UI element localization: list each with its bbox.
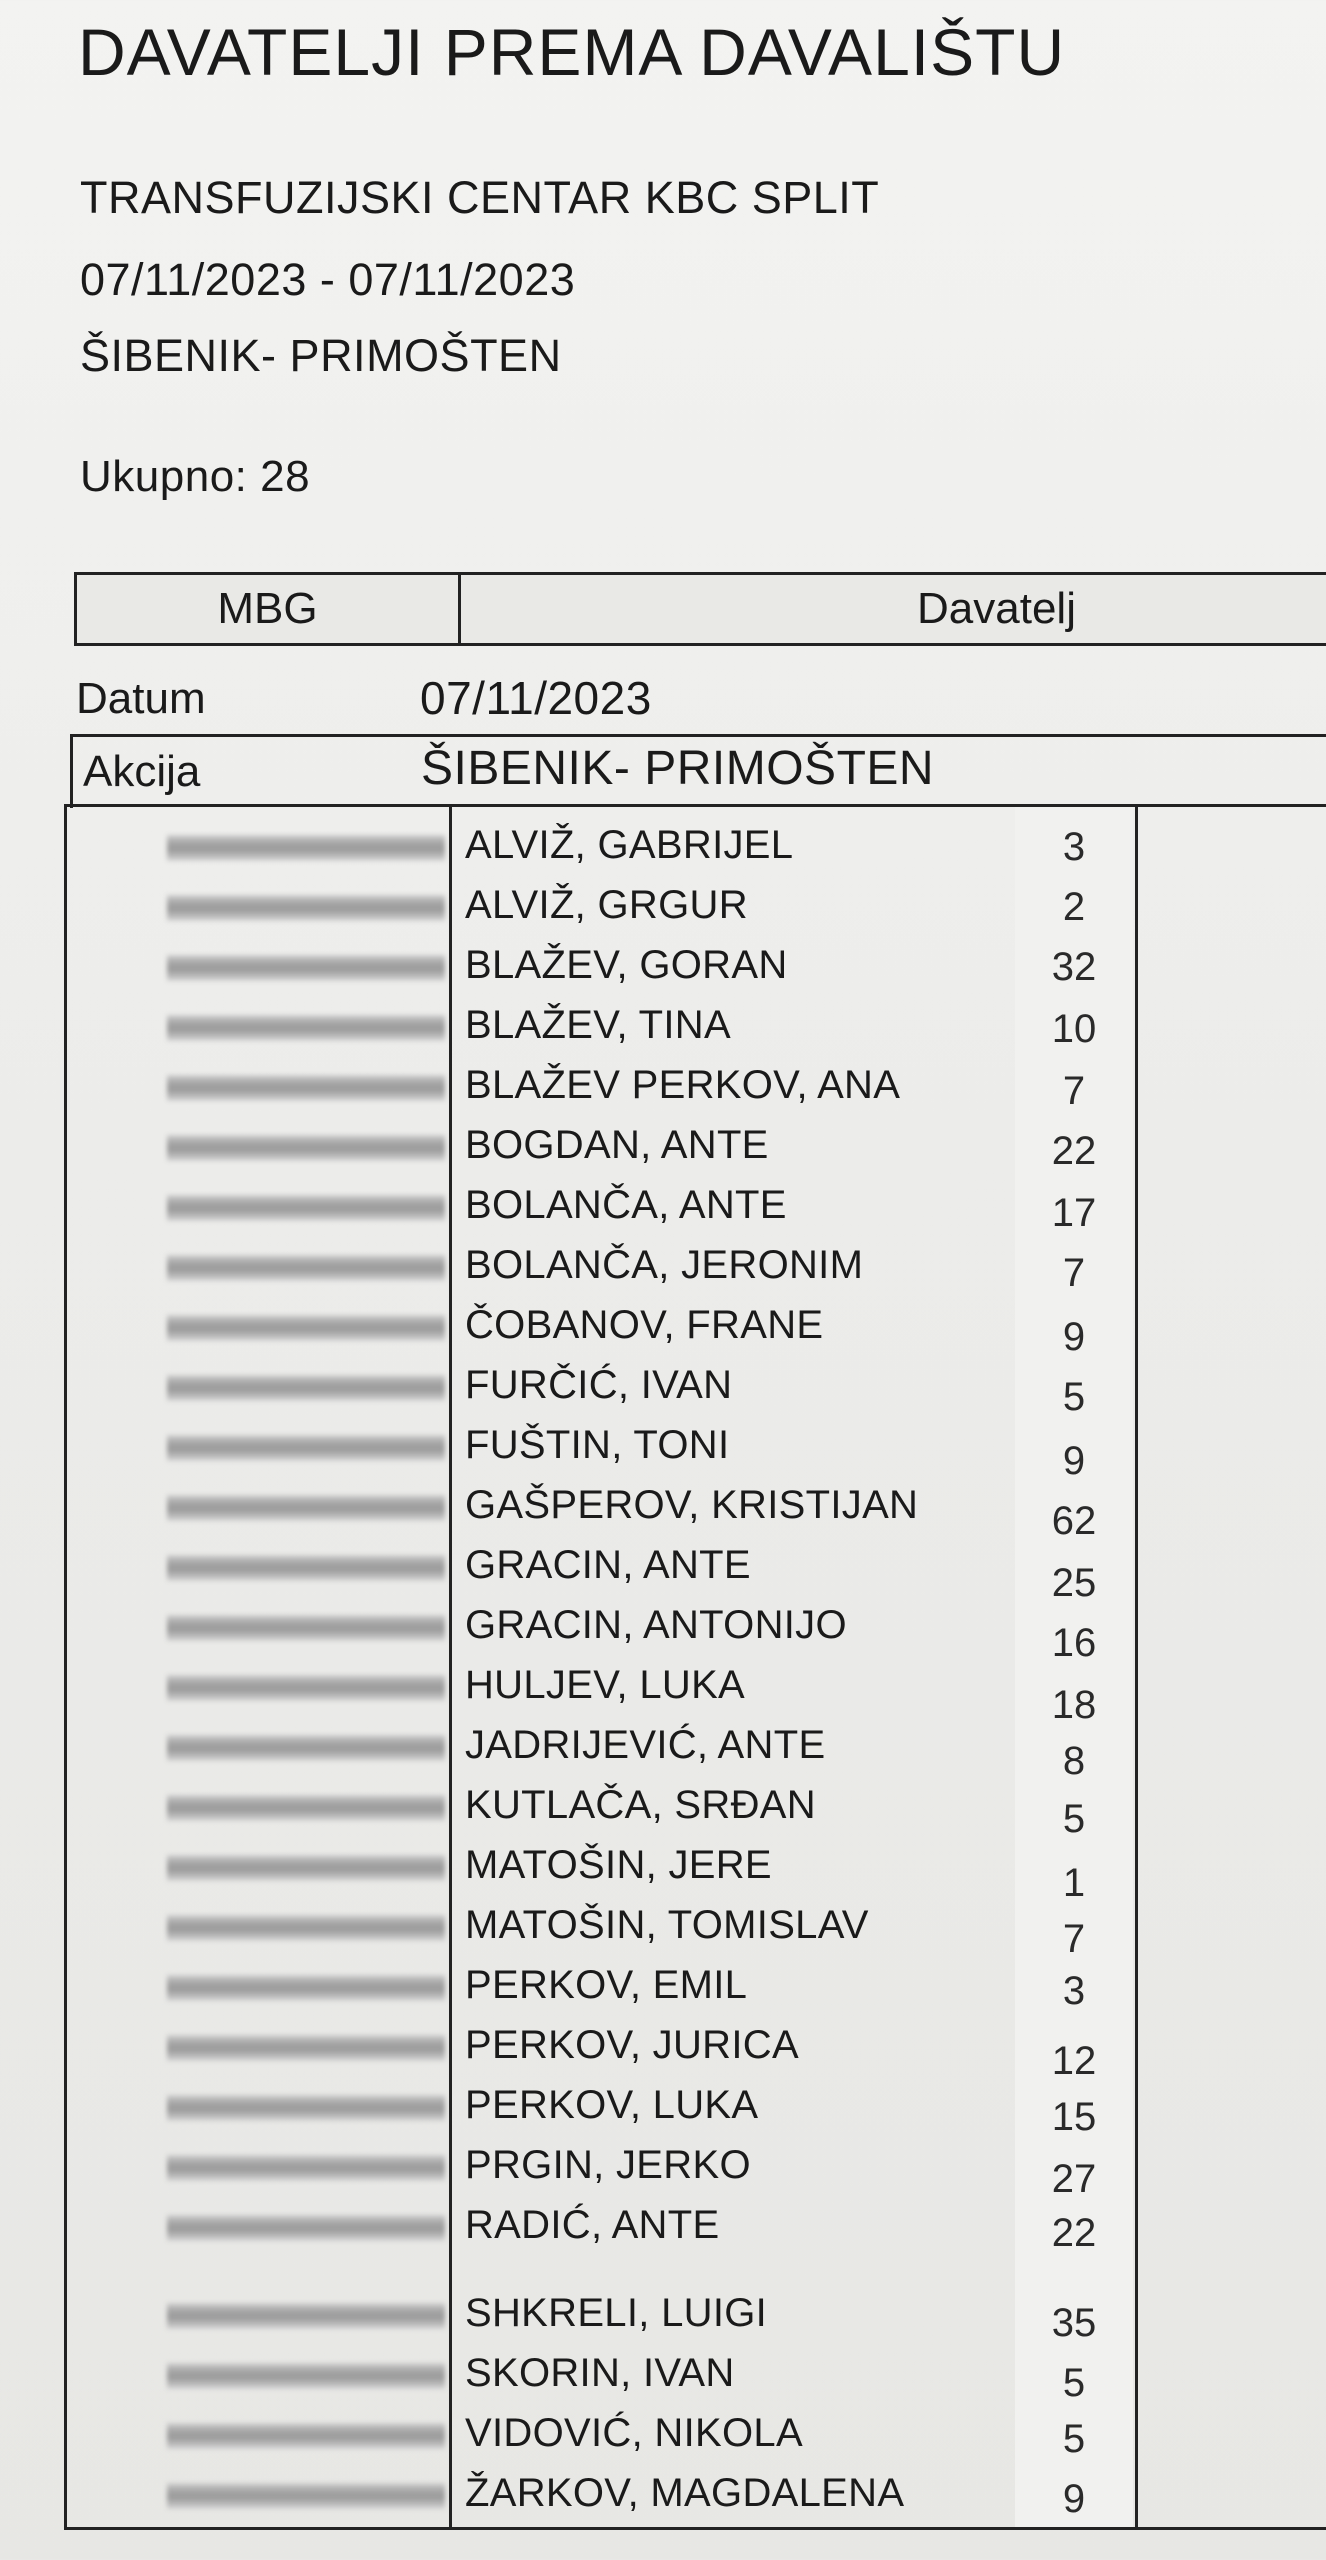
donation-count: 8 xyxy=(1062,1739,1086,1783)
donation-count: 7 xyxy=(1062,1251,1086,1295)
donation-count: 32 xyxy=(1051,945,1097,989)
donation-count: 12 xyxy=(1051,2039,1097,2083)
table-row xyxy=(67,1417,1127,1483)
redacted-mbg xyxy=(167,1975,445,2001)
table-row xyxy=(67,2405,1127,2465)
donor-name: ČOBANOV, FRANE xyxy=(465,1303,824,1347)
donor-name: MATOŠIN, JERE xyxy=(465,1843,772,1887)
redacted-mbg xyxy=(167,2035,445,2061)
table-row xyxy=(67,1297,1127,1357)
donation-count: 1 xyxy=(1062,1861,1086,1905)
table-row xyxy=(67,1897,1127,1961)
redacted-mbg xyxy=(167,1795,445,1821)
donor-name: BLAŽEV, GORAN xyxy=(465,943,788,987)
redacted-mbg xyxy=(167,2095,445,2121)
donation-count: 22 xyxy=(1051,2211,1097,2255)
donor-name: HULJEV, LUKA xyxy=(465,1663,746,1707)
donor-name: ŽARKOV, MAGDALENA xyxy=(465,2471,905,2515)
redacted-mbg xyxy=(167,955,445,981)
redacted-mbg xyxy=(167,1075,445,1101)
donation-count: 9 xyxy=(1062,1315,1086,1359)
table-row xyxy=(67,1777,1127,1841)
redacted-mbg xyxy=(167,2155,445,2181)
donation-count: 9 xyxy=(1062,2477,1086,2521)
donor-name: PERKOV, LUKA xyxy=(465,2083,759,2127)
donation-count: 10 xyxy=(1051,1007,1097,1051)
donation-count: 7 xyxy=(1062,1069,1086,1113)
table-row xyxy=(67,1117,1127,1177)
donor-name: BLAŽEV, TINA xyxy=(465,1003,731,1047)
donation-count: 18 xyxy=(1051,1683,1097,1727)
akcija-row xyxy=(70,734,1326,808)
institution-name: TRANSFUZIJSKI CENTAR KBC SPLIT xyxy=(80,172,880,223)
donation-count: 15 xyxy=(1051,2095,1097,2139)
donor-name: KUTLAČA, SRĐAN xyxy=(465,1783,816,1827)
redacted-mbg xyxy=(167,1675,445,1701)
redacted-mbg xyxy=(167,1135,445,1161)
donation-count: 35 xyxy=(1051,2301,1097,2345)
table-row xyxy=(67,1057,1127,1117)
redacted-mbg xyxy=(167,835,445,861)
redacted-mbg xyxy=(167,1855,445,1881)
donation-count: 27 xyxy=(1051,2157,1097,2201)
document-title: DAVATELJI PREMA DAVALIŠTU xyxy=(78,15,1066,89)
donor-name: BLAŽEV PERKOV, ANA xyxy=(465,1063,901,1107)
redacted-mbg xyxy=(167,2483,445,2509)
redacted-mbg xyxy=(167,895,445,921)
donor-name: PERKOV, EMIL xyxy=(465,1963,748,2007)
datum-value: 07/11/2023 xyxy=(420,672,652,724)
redacted-mbg xyxy=(167,1615,445,1641)
table-row xyxy=(67,1537,1127,1605)
table-row xyxy=(67,937,1127,997)
donor-name: JADRIJEVIĆ, ANTE xyxy=(465,1723,826,1767)
donor-name: PERKOV, JURICA xyxy=(465,2023,799,2067)
table-row xyxy=(67,997,1127,1057)
table-row xyxy=(67,2197,1127,2257)
donation-count: 7 xyxy=(1062,1917,1086,1961)
donor-table xyxy=(64,804,1326,2530)
table-row xyxy=(67,817,1127,877)
donor-name: RADIĆ, ANTE xyxy=(465,2203,720,2247)
table-row xyxy=(67,1657,1127,1727)
redacted-mbg xyxy=(167,1195,445,1221)
table-row xyxy=(67,2137,1127,2201)
donation-count: 25 xyxy=(1051,1561,1097,1605)
donor-name: VIDOVIĆ, NIKOLA xyxy=(465,2411,803,2455)
total-count: Ukupno: 28 xyxy=(80,452,311,501)
redacted-mbg xyxy=(167,1735,445,1761)
location-name: ŠIBENIK- PRIMOŠTEN xyxy=(80,330,562,381)
donor-name: BOLANČA, ANTE xyxy=(465,1183,787,1227)
redacted-mbg xyxy=(167,2215,445,2241)
donation-count: 22 xyxy=(1051,1129,1097,1173)
donor-name: ALVIŽ, GRGUR xyxy=(465,883,748,927)
donor-name: BOGDAN, ANTE xyxy=(465,1123,769,1167)
table-row xyxy=(67,1717,1127,1783)
table-row xyxy=(67,2285,1127,2345)
redacted-mbg xyxy=(167,2303,445,2329)
donation-count: 16 xyxy=(1051,1621,1097,1665)
redacted-mbg xyxy=(167,1495,445,1521)
redacted-mbg xyxy=(167,2363,445,2389)
donor-name: PRGIN, JERKO xyxy=(465,2143,751,2187)
akcija-label: Akcija xyxy=(83,747,201,796)
table-row xyxy=(67,1837,1127,1905)
donor-name: MATOŠIN, TOMISLAV xyxy=(465,1903,869,1947)
datum-label: Datum xyxy=(76,674,206,723)
table-row xyxy=(67,1177,1127,1237)
donor-name: FUŠTIN, TONI xyxy=(465,1423,730,1467)
date-range: 07/11/2023 - 07/11/2023 xyxy=(80,254,576,305)
donor-name: GRACIN, ANTE xyxy=(465,1543,751,1587)
donor-name: ALVIŽ, GABRIJEL xyxy=(465,823,794,867)
donation-count: 5 xyxy=(1062,1797,1086,1841)
redacted-mbg xyxy=(167,1435,445,1461)
table-row xyxy=(67,1357,1127,1417)
redacted-mbg xyxy=(167,1555,445,1581)
redacted-mbg xyxy=(167,1255,445,1281)
table-row xyxy=(67,2077,1127,2137)
donor-name: SKORIN, IVAN xyxy=(465,2351,735,2395)
donation-count: 2 xyxy=(1062,885,1086,929)
akcija-value: ŠIBENIK- PRIMOŠTEN xyxy=(421,742,935,795)
donation-count: 5 xyxy=(1062,1375,1086,1419)
redacted-mbg xyxy=(167,1915,445,1941)
table-row xyxy=(67,877,1127,937)
table-row xyxy=(67,1237,1127,1297)
donation-count: 5 xyxy=(1062,2417,1086,2461)
donor-column-header: Davatelj xyxy=(917,584,1076,633)
donor-name: BOLANČA, JERONIM xyxy=(465,1243,864,1287)
redacted-mbg xyxy=(167,1375,445,1401)
donor-name: FURČIĆ, IVAN xyxy=(465,1363,733,1407)
redacted-mbg xyxy=(167,1315,445,1341)
table-row xyxy=(67,1477,1127,1543)
donor-name: GRACIN, ANTONIJO xyxy=(465,1603,847,1647)
table-row xyxy=(67,2345,1127,2405)
donation-count: 3 xyxy=(1062,825,1086,869)
donation-count: 62 xyxy=(1051,1499,1097,1543)
donation-count: 17 xyxy=(1051,1191,1097,1235)
donor-name: GAŠPEROV, KRISTIJAN xyxy=(465,1483,919,1527)
table-row xyxy=(67,2017,1127,2083)
donation-count: 9 xyxy=(1062,1439,1086,1483)
table-row xyxy=(67,2465,1127,2525)
redacted-mbg xyxy=(167,1015,445,1041)
count-column-divider xyxy=(1135,807,1138,2527)
table-row xyxy=(67,1957,1127,2017)
donation-count: 5 xyxy=(1062,2361,1086,2405)
mbg-column-header: MBG xyxy=(77,575,461,643)
redacted-mbg xyxy=(167,2423,445,2449)
donation-count: 3 xyxy=(1062,1969,1086,2013)
donor-name: SHKRELI, LUIGI xyxy=(465,2291,768,2335)
table-row xyxy=(67,1597,1127,1665)
table-header xyxy=(74,572,1326,646)
